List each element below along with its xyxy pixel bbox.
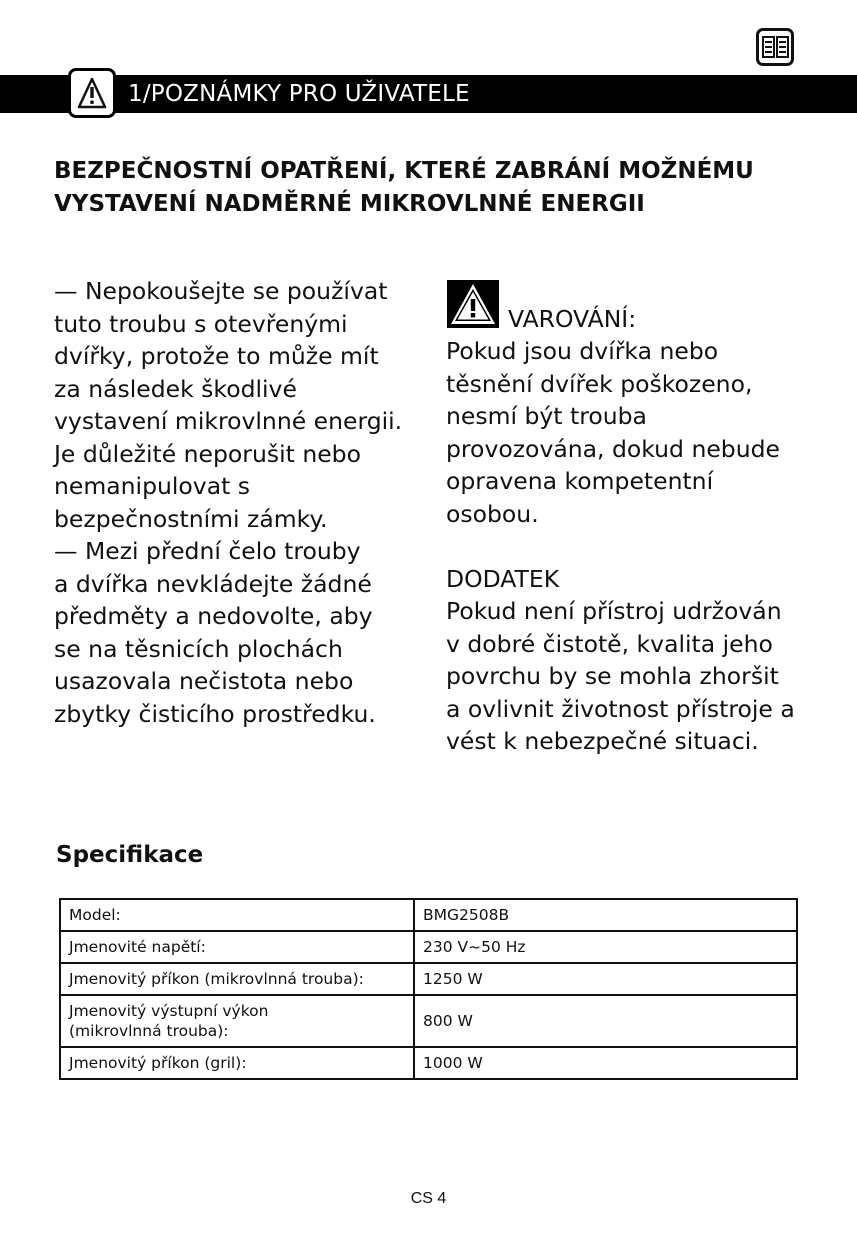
text-line: vést k nebezpečné situaci. (446, 727, 759, 755)
table-row (60, 995, 797, 1047)
spec-value: 1250 W (414, 963, 797, 995)
text-line: se na těsnicích plochách (54, 634, 343, 663)
text-line: nemanipulovat s (54, 472, 251, 500)
text-line: usazovala nečistota nebo (54, 667, 354, 695)
spec-value: 800 W (414, 995, 797, 1047)
text-line: opravena kompetentní (446, 467, 714, 495)
text-line: — Nepokoušejte se používat (54, 277, 388, 305)
text-line: Je důležité neporušit nebo (54, 439, 361, 468)
table-row (60, 1047, 797, 1079)
text-line: těsnění dvířek poškozeno, (446, 369, 753, 398)
spec-label: Jmenovité napětí: (60, 931, 414, 963)
text-line: osobou. (446, 499, 539, 528)
addendum-title: DODATEK (446, 564, 560, 593)
text-line: bezpečnostními zámky. (54, 504, 328, 533)
section-title: 1/POZNÁMKY PRO UŽIVATELE (128, 81, 470, 107)
right-column (446, 335, 806, 758)
text-line: nesmí být trouba (446, 402, 647, 430)
spec-label: Model: (60, 899, 414, 931)
text-line: v dobré čistotě, kvalita jeho (446, 629, 773, 658)
text-line: Pokud není přístroj udržován (446, 597, 782, 625)
warning-triangle-icon (68, 68, 116, 118)
text-line: — Mezi přední čelo trouby (54, 537, 361, 565)
warning-label: VAROVÁNÍ: (508, 305, 637, 333)
text-line: předměty a nedovolte, aby (54, 602, 373, 630)
text-line: tuto troubu s otevřenými (54, 309, 348, 338)
text-line: a dvířka nevkládejte žádné (54, 569, 372, 598)
text-line: dvířky, protože to může mít (54, 342, 379, 370)
text-line: povrchu by se mohla zhoršit (446, 662, 779, 690)
text-line: a ovlivnit životnost přístroje a (446, 694, 795, 723)
warning-icon (447, 280, 499, 332)
table-row (60, 963, 797, 995)
page-number: CS 4 (410, 1190, 447, 1207)
left-column (54, 275, 414, 730)
text-line: provozována, dokud nebude (446, 434, 780, 463)
spec-label: Jmenovitý výstupní výkon (mikrovlnná trouba): (60, 995, 414, 1047)
text-line: Pokud jsou dvířka nebo (446, 337, 719, 365)
table-row (60, 899, 797, 931)
spec-heading: Specifikace (56, 842, 204, 868)
text-line: za následek škodlivé (54, 374, 297, 403)
spec-value: 1000 W (414, 1047, 797, 1079)
spec-value: 230 V~50 Hz (414, 931, 797, 963)
spec-table (59, 898, 798, 1080)
spec-label: Jmenovitý příkon (mikrovlnná trouba): (60, 963, 414, 995)
text-line: vystavení mikrovlnné energii. (54, 407, 403, 435)
spec-value: BMG2508B (414, 899, 797, 931)
manual-book-icon (756, 28, 794, 66)
text-line: zbytky čisticího prostředku. (54, 699, 376, 728)
table-row (60, 931, 797, 963)
main-heading: BEZPEČNOSTNÍ OPATŘENÍ, KTERÉ ZABRÁNÍ MOŽNÉMU VYSTAVENÍ NADMĚRNÉ MIKROVLNNÉ ENERGII (54, 158, 754, 217)
spec-label: Jmenovitý příkon (gril): (60, 1047, 414, 1079)
